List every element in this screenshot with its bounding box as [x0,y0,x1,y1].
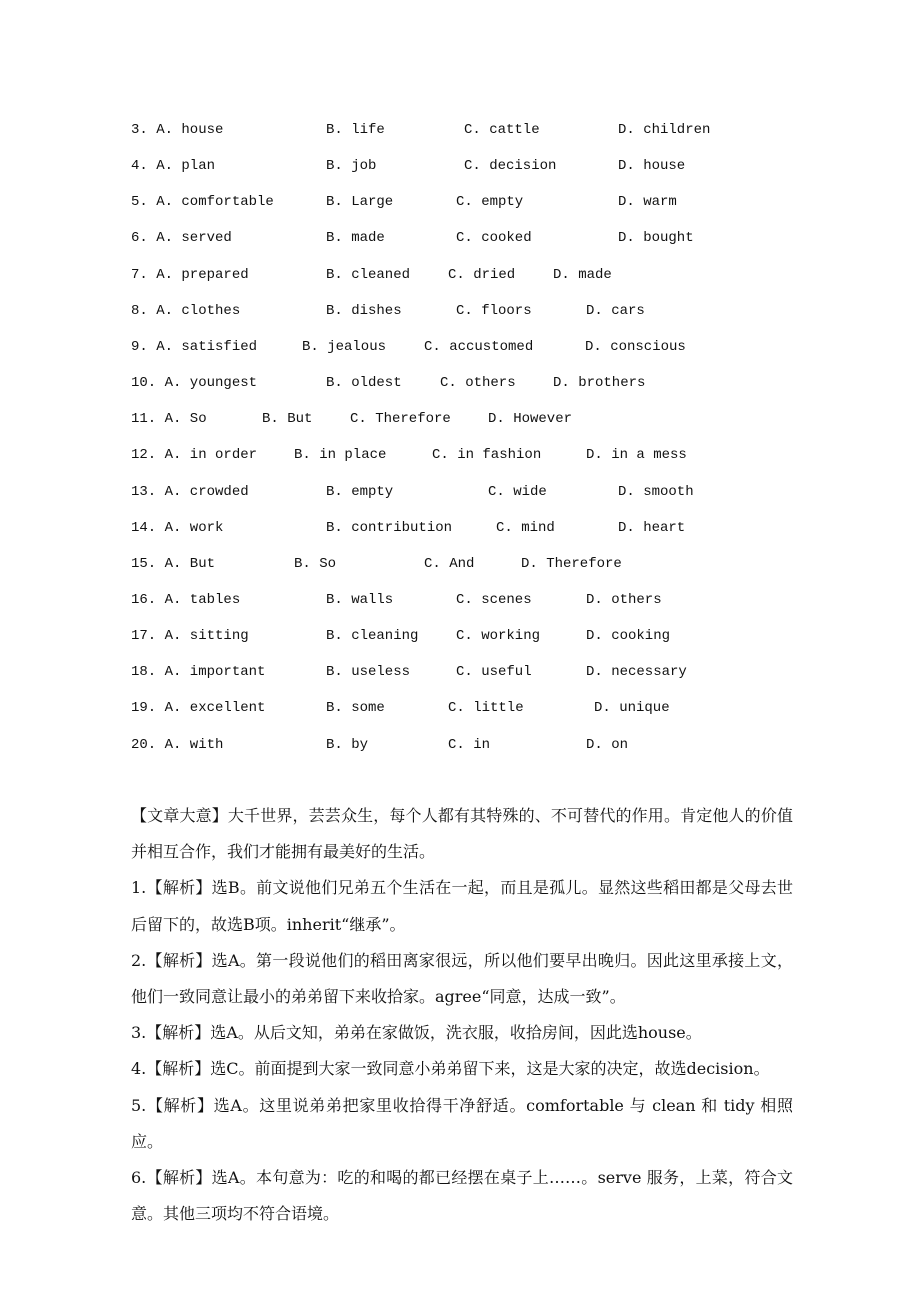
option-b: B. useless [326,664,411,681]
article-summary: 【文章大意】大千世界，芸芸众生，每个人都有其特殊的、不可替代的作用。肯定他人的价值并相互合作，我们才能拥有最美好的生活。 [131,806,793,862]
option-c: C. scenes [456,591,532,608]
question-number-option-a: 14. A. work [131,519,224,536]
option-c: C. floors [456,302,532,319]
option-b: B. walls [326,591,394,608]
option-b: B. empty [326,483,394,500]
option-d: D. conscious [585,338,686,355]
question-number-option-a: 7. A. prepared [131,266,249,283]
question-number-option-a: 5. A. comfortable [131,194,274,211]
question-number-option-a: 12. A. in order [131,447,258,464]
question-number-option-a: 20. A. with [131,736,224,753]
option-c: C. others [440,375,516,392]
option-d: D. necessary [586,664,687,681]
option-b: B. dishes [326,302,402,319]
question-number-option-a: 8. A. clothes [131,302,241,319]
option-d: D. warm [618,194,677,211]
option-d: D. bought [618,230,694,247]
question-number-option-a: 9. A. satisfied [131,338,258,355]
option-d: D. heart [618,519,686,536]
option-c: C. cattle [464,122,540,138]
option-c: C. wide [488,483,547,500]
explanation-paragraph: 6.【解析】选A。本句意为：吃的和喝的都已经摆在桌子上……。serve 服务，上菜，符合文意。其他三项均不符合语境。 [131,1168,793,1224]
option-b: B. made [326,230,385,247]
question-number-option-a: 15. A. But [131,555,216,572]
question-number-option-a: 13. A. crowded [131,483,249,500]
option-c: C. And [424,555,475,572]
option-d: D. unique [594,700,670,717]
option-c: C. mind [496,519,555,536]
question-number-option-a: 10. A. youngest [131,375,258,392]
option-d: D. others [586,591,662,608]
explanation-paragraph: 3.【解析】选A。从后文知，弟弟在家做饭，洗衣服，收拾房间，因此选house。 [131,1023,702,1043]
option-b: B. cleaning [326,628,419,645]
option-d: D. brothers [553,375,646,392]
explanation-paragraph: 1.【解析】选B。前文说他们兄弟五个生活在一起，而且是孤儿。显然这些稻田都是父母去世后留下的，故选B项。inherit“继承”。 [131,878,793,934]
option-d: D. on [586,736,629,753]
option-b: B. oldest [326,375,402,392]
option-d: D. cars [586,302,645,319]
option-c: C. useful [456,664,532,681]
question-number-option-a: 19. A. excellent [131,700,266,717]
option-c: C. empty [456,194,524,211]
option-b: B. in place [294,447,387,464]
question-number-option-a: 3. A. house [131,122,224,138]
option-b: B. But [262,411,313,428]
option-d: D. made [553,266,612,283]
option-c: C. cooked [456,230,532,247]
option-b: B. contribution [326,519,453,536]
option-b: B. life [326,122,385,138]
explanations-section [131,798,793,1232]
option-c: C. in fashion [432,447,542,464]
question-number-option-a: 16. A. tables [131,591,241,608]
option-d: D. Therefore [521,555,622,572]
option-b: B. by [326,736,369,753]
question-number-option-a: 17. A. sitting [131,628,249,645]
question-number-option-a: 11. A. So [131,411,207,428]
option-d: D. house [618,158,686,175]
option-b: B. job [326,158,377,175]
option-b: B. jealous [302,338,387,355]
explanation-paragraph: 2.【解析】选A。第一段说他们的稻田离家很远，所以他们要早出晚归。因此这里承接上文，他们一致同意让最小的弟弟留下来收拾家。agree“同意，达成一致”。 [131,950,793,1007]
option-c: C. dried [448,266,516,283]
option-b: B. Large [326,194,394,211]
option-c: C. Therefore [350,411,451,428]
explanation-paragraph: 4.【解析】选C。前面提到大家一致同意小弟弟留下来，这是大家的决定，故选decision。 [131,1059,770,1079]
option-d: D. in a mess [586,447,687,464]
option-b: B. So [294,555,337,572]
option-d: D. smooth [618,483,694,500]
option-d: D. cooking [586,628,671,645]
option-d: D. However [488,411,573,428]
question-number-option-a: 4. A. plan [131,158,216,175]
question-number-option-a: 6. A. served [131,230,232,247]
option-c: C. in [448,736,491,753]
option-c: C. accustomed [424,338,534,355]
explanation-paragraph: 5.【解析】选A。这里说弟弟把家里收拾得干净舒适。comfortable 与 clean 和 tidy 相照应。 [131,1095,793,1151]
question-number-option-a: 18. A. important [131,664,266,681]
option-c: C. little [448,700,524,717]
option-c: C. decision [464,158,557,175]
option-b: B. some [326,700,385,717]
option-c: C. working [456,628,541,645]
option-b: B. cleaned [326,266,411,283]
option-d: D. children [618,122,711,138]
